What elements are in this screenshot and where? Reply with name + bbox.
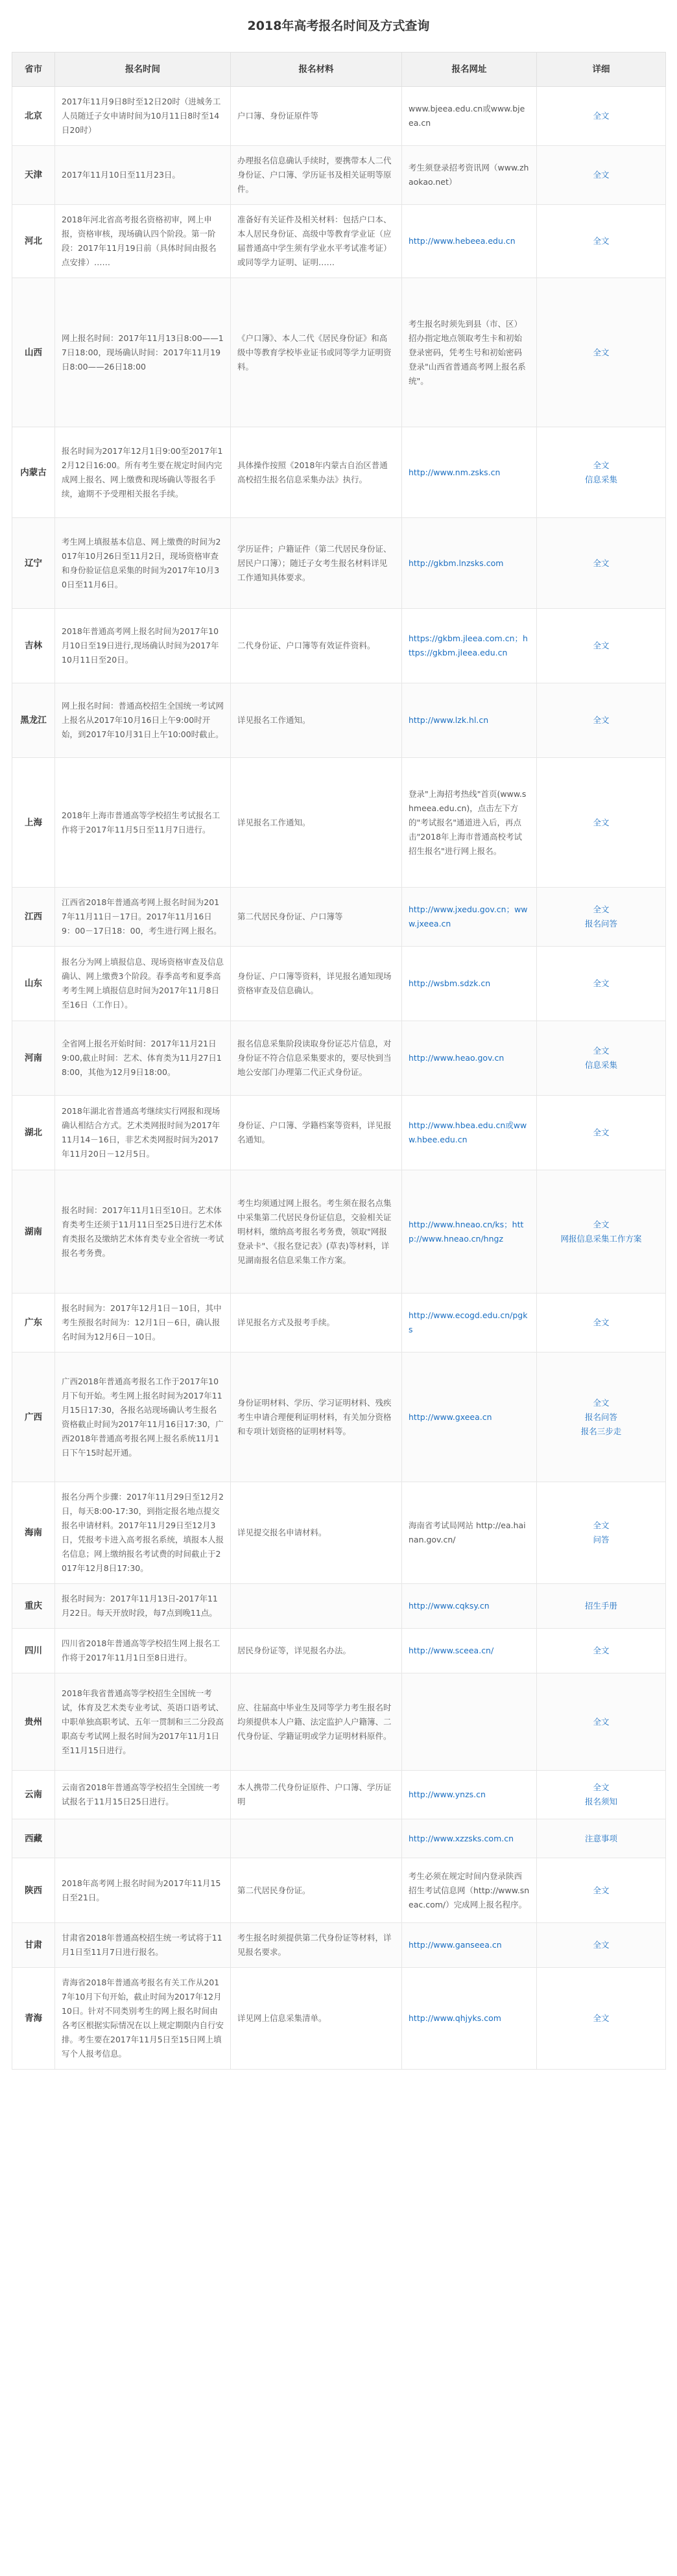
materials-cell: 详见报名方式及报考手续。 <box>231 1294 402 1353</box>
materials-cell <box>231 1819 402 1858</box>
header-url: 报名网址 <box>402 53 537 87</box>
url-cell <box>402 609 537 683</box>
time-cell: 2018年上海市普通高等学校招生考试报名工作将于2017年11月5日至11月7日进行。 <box>55 758 231 888</box>
url-cell <box>402 1294 537 1353</box>
detail-link[interactable]: 全文 <box>593 978 610 988</box>
details-cell <box>537 758 666 888</box>
url-cell: www.bjeea.edu.cn或www.bjeea.cn <box>402 87 537 146</box>
time-cell: 广西2018年普通高考报名工作于2017年10月下旬开始。考生网上报名时间为2017年11月15日17:30，各报名站现场确认考生报名资格截止时间为2017年11月16日17:30，广西2018年普通高考报名网上报名系统11月1日下午15时起开通。 <box>55 1353 231 1482</box>
table-row <box>12 1858 666 1923</box>
detail-link[interactable]: 全文 <box>593 1520 610 1530</box>
details-cell <box>537 947 666 1021</box>
details-cell <box>537 1170 666 1294</box>
province-cell: 湖南 <box>12 1170 55 1294</box>
header-details: 详细 <box>537 53 666 87</box>
detail-link[interactable]: 全文 <box>593 715 610 725</box>
site-link[interactable]: http://www.xzzsks.com.cn <box>409 1833 514 1843</box>
detail-link[interactable]: 全文 <box>593 111 610 121</box>
materials-cell: 考生报名时须提供第二代身份证等材料，详见报名要求。 <box>231 1923 402 1968</box>
province-cell: 湖北 <box>12 1096 55 1170</box>
detail-link[interactable]: 报名三步走 <box>580 1426 622 1436</box>
province-cell: 广西 <box>12 1353 55 1482</box>
detail-link[interactable]: 全文 <box>593 236 610 246</box>
table-header-row <box>12 53 666 87</box>
site-link[interactable]: http://www.hbea.edu.cn或www.hbee.edu.cn <box>409 1120 527 1144</box>
detail-link[interactable]: 全文 <box>593 1128 610 1137</box>
url-cell <box>402 888 537 947</box>
url-cell <box>402 1968 537 2070</box>
url-cell <box>402 205 537 278</box>
table-row <box>12 1968 666 2070</box>
time-cell: 考生网上填报基本信息、网上缴费的时间为2017年10月26日至11月2日，现场资格审查和身份验证信息采集的时间为2017年10月30日至11月6日。 <box>55 518 231 609</box>
time-cell: 2018年高考网上报名时间为2017年11月15日至21日。 <box>55 1858 231 1923</box>
details-cell <box>537 87 666 146</box>
province-cell: 青海 <box>12 1968 55 2070</box>
details-cell <box>537 1353 666 1482</box>
url-cell <box>402 1673 537 1771</box>
time-cell: 报名时间为2017年12月1日9:00至2017年12月12日16:00。所有考生要在规定时间内完成网上报名、网上缴费和现场确认等报名手续，逾期不予受理相关报名手续。 <box>55 427 231 518</box>
detail-link[interactable]: 全文 <box>593 1646 610 1655</box>
materials-cell: 详见报名工作通知。 <box>231 683 402 758</box>
detail-link[interactable]: 全文 <box>593 1940 610 1950</box>
table-row <box>12 205 666 278</box>
table-row <box>12 1819 666 1858</box>
details-cell <box>537 205 666 278</box>
detail-link[interactable]: 全文 <box>593 347 610 357</box>
time-cell: 云南省2018年普通高等学校招生全国统一考试报名于11月15日25日进行。 <box>55 1771 231 1819</box>
details-cell <box>537 1771 666 1819</box>
table-row <box>12 427 666 518</box>
header-materials: 报名材料 <box>231 53 402 87</box>
province-cell: 黑龙江 <box>12 683 55 758</box>
details-cell <box>537 518 666 609</box>
materials-cell: 应、往届高中毕业生及同等学力考生报名时均须提供本人户籍、法定监护人户籍簿、二代身份证、学籍证明或学力证明材料原件。 <box>231 1673 402 1771</box>
province-cell: 辽宁 <box>12 518 55 609</box>
details-cell <box>537 278 666 427</box>
province-cell: 河北 <box>12 205 55 278</box>
time-cell: 报名时间：2017年11月1日至10日。艺术体育类考生还须于11月11日至25日进行艺术体育类报名及缴纳艺术体育类专业全省统一考试报名考务费。 <box>55 1170 231 1294</box>
province-cell: 上海 <box>12 758 55 888</box>
table-row <box>12 1170 666 1294</box>
detail-link[interactable]: 全文 <box>593 1885 610 1895</box>
province-cell: 北京 <box>12 87 55 146</box>
site-link[interactable]: http://www.lzk.hl.cn <box>409 715 489 725</box>
table-row <box>12 1771 666 1819</box>
detail-link[interactable]: 信息采集 <box>584 1060 617 1070</box>
details-cell <box>537 1858 666 1923</box>
registration-table <box>12 52 666 2070</box>
province-cell: 贵州 <box>12 1673 55 1771</box>
time-cell: 江西省2018年普通高考网上报名时间为2017年11月11日－17日。2017年11月16日9：00－17日18：00，考生进行网上报名。 <box>55 888 231 947</box>
province-cell: 山西 <box>12 278 55 427</box>
table-row <box>12 1021 666 1096</box>
table-row <box>12 888 666 947</box>
site-link[interactable]: http://www.hneao.cn/ks；http://www.hneao.cn/hngz <box>409 1219 524 1244</box>
site-link[interactable]: http://www.ynzs.cn <box>409 1790 486 1799</box>
province-cell: 重庆 <box>12 1584 55 1629</box>
table-row <box>12 1482 666 1584</box>
details-cell <box>537 1021 666 1096</box>
detail-link[interactable]: 全文 <box>593 1782 610 1792</box>
details-cell <box>537 1629 666 1673</box>
table-row <box>12 1294 666 1353</box>
site-link[interactable]: http://www.hebeea.edu.cn <box>409 236 516 246</box>
materials-cell: 详见报名工作通知。 <box>231 758 402 888</box>
time-cell: 报名时间为：2017年11月13日-2017年11月22日。每天开放时段，每7点到晚11点。 <box>55 1584 231 1629</box>
materials-cell: 身份证、户口簿、学籍档案等资料，详见报名通知。 <box>231 1096 402 1170</box>
url-cell <box>402 1819 537 1858</box>
table-body <box>12 87 666 2070</box>
materials-cell: 本人携带二代身份证原件、户口簿、学历证明 <box>231 1771 402 1819</box>
time-cell: 2018年我省普通高等学校招生全国统一考试，体育及艺术类专业考试、英语口语考试、中职单独高职考试、五年一贯制和三二分段高职高专考试网上报名时间为2017年11月1日至11月15日进行。 <box>55 1673 231 1771</box>
details-cell <box>537 1923 666 1968</box>
details-cell <box>537 1584 666 1629</box>
materials-cell: 报名信息采集阶段读取身份证芯片信息，对身份证不符合信息采集要求的，要尽快到当地公安部门办理第二代正式身份证。 <box>231 1021 402 1096</box>
province-cell: 西藏 <box>12 1819 55 1858</box>
table-row <box>12 1096 666 1170</box>
site-link[interactable]: http://gkbm.lnzsks.com <box>409 558 504 568</box>
url-cell <box>402 683 537 758</box>
detail-link[interactable]: 全文 <box>593 1397 610 1408</box>
detail-link[interactable]: 全文 <box>593 1318 610 1327</box>
materials-cell: 详见网上信息采集清单。 <box>231 1968 402 2070</box>
detail-link[interactable]: 信息采集 <box>584 474 617 484</box>
time-cell: 2017年11月9日8时至12日20时（进城务工人员随迁子女申请时间为10月11日8时至14日20时） <box>55 87 231 146</box>
province-cell: 江西 <box>12 888 55 947</box>
detail-link[interactable]: 全文 <box>593 817 610 827</box>
province-cell: 吉林 <box>12 609 55 683</box>
details-cell <box>537 146 666 205</box>
details-cell <box>537 888 666 947</box>
site-link[interactable]: http://www.qhjyks.com <box>409 2013 501 2023</box>
url-cell <box>402 1584 537 1629</box>
table-row <box>12 87 666 146</box>
province-cell: 山东 <box>12 947 55 1021</box>
site-link[interactable]: http://www.ganseea.cn <box>409 1940 502 1950</box>
table-row <box>12 518 666 609</box>
site-link[interactable]: https://gkbm.jleea.com.cn；https://gkbm.jleea.edu.cn <box>409 633 528 657</box>
province-cell: 天津 <box>12 146 55 205</box>
table-row <box>12 1353 666 1482</box>
table-row <box>12 146 666 205</box>
url-cell: 考生必须在规定时间内登录陕西招生考试信息网（http://www.sneac.com/）完成网上报名程序。 <box>402 1858 537 1923</box>
url-cell <box>402 1923 537 1968</box>
table-row <box>12 758 666 888</box>
detail-link[interactable]: 注意事项 <box>584 1833 617 1843</box>
table-row <box>12 1584 666 1629</box>
site-link[interactable]: http://www.jxedu.gov.cn；www.jxeea.cn <box>409 904 528 928</box>
detail-link[interactable]: 全文 <box>593 641 610 650</box>
site-link[interactable]: http://www.heao.gov.cn <box>409 1053 505 1063</box>
table-row <box>12 609 666 683</box>
header-time: 报名时间 <box>55 53 231 87</box>
details-cell <box>537 1096 666 1170</box>
url-cell: 考生报名时须先到县（市、区）招办指定地点领取考生卡和初始登录密码，凭考生号和初始密码登录"山西省普通高考网上报名系统"。 <box>402 278 537 427</box>
materials-cell: 学历证件；户籍证件（第二代居民身份证、居民户口簿）；随迁子女考生报名材料详见工作通知具体要求。 <box>231 518 402 609</box>
materials-cell: 《户口簿》、本人二代《居民身份证》和高级中等教育学校毕业证书或同等学力证明资料。 <box>231 278 402 427</box>
materials-cell: 办理报名信息确认手续时，要携带本人二代身份证、户口簿、学历证书及相关证明等原件。 <box>231 146 402 205</box>
materials-cell: 身份证明材料、学历、学习证明材料、残疾考生申请合理便利证明材料，有关加分资格和专项计划资格的证明材料等。 <box>231 1353 402 1482</box>
time-cell: 青海省2018年普通高考报名有关工作从2017年10月下旬开始，截止时间为2017年12月10日。针对不同类别考生的网上报名时间由各考区根据实际情况在以上规定期限内自行安排。考生要在2017年11月5日至15日网上填写个人报考信息。 <box>55 1968 231 2070</box>
details-cell <box>537 1294 666 1353</box>
materials-cell <box>231 1584 402 1629</box>
url-cell <box>402 1771 537 1819</box>
detail-link[interactable]: 全文 <box>593 558 610 568</box>
materials-cell: 具体操作按照《2018年内蒙古自治区普通高校招生报名信息采集办法》执行。 <box>231 427 402 518</box>
time-cell: 报名分两个步骤：2017年11月29日至12月2日，每天8:00-17:30，到指定报名地点提交报名申请材料。2017年11月29日至12月3日，凭报考卡进入高考报名系统，填报本人报名信息；网上缴纳报名考试费的时间截止于2017年12月8日17:30。 <box>55 1482 231 1584</box>
table-row <box>12 278 666 427</box>
province-cell: 广东 <box>12 1294 55 1353</box>
detail-link[interactable]: 招生手册 <box>584 1601 617 1611</box>
materials-cell: 二代身份证、户口簿等有效证件资料。 <box>231 609 402 683</box>
detail-link[interactable]: 全文 <box>593 460 610 470</box>
details-cell <box>537 1482 666 1584</box>
site-link[interactable]: http://www.cqksy.cn <box>409 1601 490 1611</box>
materials-cell: 户口簿、身份证原件等 <box>231 87 402 146</box>
detail-link[interactable]: 全文 <box>593 170 610 180</box>
url-cell <box>402 1096 537 1170</box>
url-cell <box>402 1170 537 1294</box>
header-province: 省市 <box>12 53 55 87</box>
detail-link[interactable]: 全文 <box>593 904 610 914</box>
site-link[interactable]: http://www.ecogd.edu.cn/pgks <box>409 1310 528 1334</box>
time-cell: 2017年11月10日至11月23日。 <box>55 146 231 205</box>
details-cell <box>537 1819 666 1858</box>
details-cell <box>537 683 666 758</box>
time-cell: 2018年湖北省普通高考继续实行网报和现场确认相结合方式。艺术类网报时间为2017年11月14－16日，非艺术类网报时间为2017年11月20日－12月5日。 <box>55 1096 231 1170</box>
detail-link[interactable]: 全文 <box>593 1219 610 1229</box>
materials-cell: 考生均须通过网上报名。考生须在报名点集中采集第二代居民身份证信息，交验相关证明材料，缴纳高考报名考务费，领取"网报登录卡"、《报名登记表》(草表)等材料，详见湖南报名信息采集工作方案。 <box>231 1170 402 1294</box>
province-cell: 四川 <box>12 1629 55 1673</box>
url-cell <box>402 427 537 518</box>
detail-link[interactable]: 全文 <box>593 1716 610 1727</box>
detail-link[interactable]: 报名问答 <box>584 1412 617 1422</box>
detail-link[interactable]: 问答 <box>593 1535 610 1544</box>
url-cell: 考生须登录招考资讯网（www.zhaokao.net） <box>402 146 537 205</box>
detail-link[interactable]: 网报信息采集工作方案 <box>560 1233 642 1244</box>
site-link[interactable]: http://www.sceea.cn/ <box>409 1646 494 1655</box>
page-title: 2018年高考报名时间及方式查询 <box>247 19 430 33</box>
time-cell: 2018年普通高考网上报名时间为2017年10月10日至19日进行,现场确认时间为2017年10月11日至20日。 <box>55 609 231 683</box>
time-cell: 甘肃省2018年普通高校招生统一考试将于11月1日至11月7日进行报名。 <box>55 1923 231 1968</box>
table-row <box>12 1923 666 1968</box>
materials-cell: 第二代居民身份证。 <box>231 1858 402 1923</box>
materials-cell: 居民身份证等，详见报名办法。 <box>231 1629 402 1673</box>
details-cell <box>537 427 666 518</box>
url-cell <box>402 1353 537 1482</box>
time-cell: 全省网上报名开始时间：2017年11月21日9:00,截止时间：艺术、体育类为11月27日18:00，其他为12月9日18:00。 <box>55 1021 231 1096</box>
details-cell <box>537 609 666 683</box>
time-cell: 2018年河北省高考报名资格初审，网上申报，资格审核，现场确认四个阶段。第一阶段：2017年11月19日前（具体时间由报名点安排）…… <box>55 205 231 278</box>
province-cell: 海南 <box>12 1482 55 1584</box>
url-cell <box>402 1021 537 1096</box>
url-cell <box>402 518 537 609</box>
url-cell <box>402 1629 537 1673</box>
details-cell <box>537 1968 666 2070</box>
url-cell: 登录"上海招考热线"首页(www.shmeea.edu.cn)，点击左下方的"考试报名"通道进入后，再点击"2018年上海市普通高校考试招生报名"进行网上报名。 <box>402 758 537 888</box>
materials-cell: 准备好有关证件及相关材料：包括户口本、本人居民身份证、高级中等教育学业证（应届普通高中学生须有学业水平考试准考证）或同等学力证明、证明…… <box>231 205 402 278</box>
materials-cell: 身份证、户口簿等资料，详见报名通知现场资格审查及信息确认。 <box>231 947 402 1021</box>
url-cell: 海南省考试局网站 http://ea.hainan.gov.cn/ <box>402 1482 537 1584</box>
site-link[interactable]: http://wsbm.sdzk.cn <box>409 978 491 988</box>
table-row <box>12 683 666 758</box>
province-cell: 云南 <box>12 1771 55 1819</box>
time-cell: 报名时间为：2017年12月1日－10日，其中考生预报名时间为：12月1日－6日，确认报名时间为12月6日－10日。 <box>55 1294 231 1353</box>
detail-link[interactable]: 全文 <box>593 1046 610 1056</box>
materials-cell: 第二代居民身份证、户口簿等 <box>231 888 402 947</box>
time-cell: 四川省2018年普通高等学校招生网上报名工作将于2017年11月1日至8日进行。 <box>55 1629 231 1673</box>
site-link[interactable]: http://www.nm.zsks.cn <box>409 467 501 477</box>
table-row <box>12 947 666 1021</box>
table-row <box>12 1629 666 1673</box>
province-cell: 甘肃 <box>12 1923 55 1968</box>
site-link[interactable]: http://www.gxeea.cn <box>409 1412 492 1422</box>
province-cell: 内蒙古 <box>12 427 55 518</box>
table-row <box>12 1673 666 1771</box>
detail-link[interactable]: 报名问答 <box>584 919 617 928</box>
materials-cell: 详见提交报名申请材料。 <box>231 1482 402 1584</box>
url-cell <box>402 947 537 1021</box>
time-cell: 网上报名时间：2017年11月13日8:00——17日18:00，现场确认时间：2017年11月19日8:00——26日18:00 <box>55 278 231 427</box>
detail-link[interactable]: 全文 <box>593 2013 610 2023</box>
time-cell: 报名分为网上填报信息、现场资格审查及信息确认、网上缴费3个阶段。春季高考和夏季高考考生网上填报信息时间为2017年11月8日至16日（工作日）。 <box>55 947 231 1021</box>
time-cell <box>55 1819 231 1858</box>
province-cell: 陕西 <box>12 1858 55 1923</box>
detail-link[interactable]: 报名须知 <box>584 1797 617 1806</box>
time-cell: 网上报名时间：普通高校招生全国统一考试网上报名从2017年10月16日上午9:00时开始，到2017年10月31日上午10:00时截止。 <box>55 683 231 758</box>
province-cell: 河南 <box>12 1021 55 1096</box>
details-cell <box>537 1673 666 1771</box>
